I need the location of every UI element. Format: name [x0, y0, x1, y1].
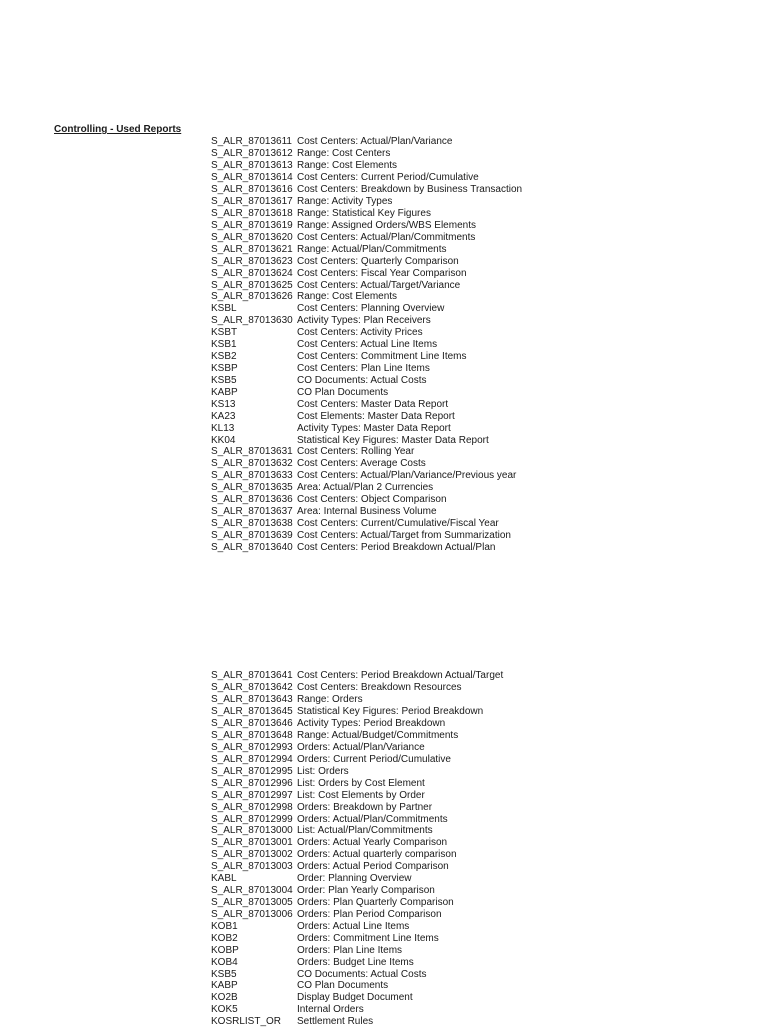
report-row: [211, 789, 503, 801]
transaction-code: KOB1: [211, 920, 238, 932]
report-description: Orders: Actual Yearly Comparison: [297, 837, 448, 849]
report-description: Range: Actual/Budget/Commitments: [297, 730, 459, 742]
report-description: Range: Cost Centers: [297, 148, 391, 160]
report-description: Activity Types: Master Data Report: [297, 422, 451, 434]
report-description: Cost Centers: Object Comparison: [297, 494, 447, 506]
transaction-code: S_ALR_87013003: [211, 861, 293, 873]
report-description: Range: Orders: [297, 694, 363, 706]
report-description: Range: Cost Elements: [297, 160, 398, 172]
report-row: [211, 184, 522, 196]
transaction-code: S_ALR_87012999: [211, 813, 293, 825]
report-row: [211, 718, 503, 730]
transaction-code: S_ALR_87012998: [211, 801, 293, 813]
transaction-code: S_ALR_87013005: [211, 896, 293, 908]
report-description: Settlement Rules: [297, 1016, 374, 1028]
transaction-code: S_ALR_87012997: [211, 789, 293, 801]
transaction-code: S_ALR_87013621: [211, 243, 293, 255]
report-row: [211, 231, 522, 243]
report-description: Orders: Budget Line Items: [297, 956, 414, 968]
report-row: [211, 742, 503, 754]
report-row: [211, 992, 503, 1004]
report-description: List: Orders by Cost Element: [297, 777, 425, 789]
report-description: Cost Centers: Actual Line Items: [297, 339, 438, 351]
transaction-code: S_ALR_87013635: [211, 482, 293, 494]
report-description: Cost Centers: Master Data Report: [297, 398, 449, 410]
transaction-code: KO2B: [211, 992, 238, 1004]
report-description: Orders: Current Period/Cumulative: [297, 753, 451, 765]
report-row: [211, 765, 503, 777]
report-row: [211, 160, 522, 172]
report-description: Orders: Plan Line Items: [297, 944, 403, 956]
report-description: Area: Actual/Plan 2 Currencies: [297, 482, 434, 494]
transaction-code: S_ALR_87013632: [211, 458, 293, 470]
report-description: Cost Centers: Period Breakdown Actual/Plan: [297, 541, 496, 553]
report-row: [211, 219, 522, 231]
report-description: Cost Centers: Actual/Plan/Variance: [297, 136, 453, 148]
report-row: [211, 482, 522, 494]
transaction-code: KL13: [211, 422, 235, 434]
report-row: [211, 968, 503, 980]
transaction-code: KABL: [211, 873, 237, 885]
report-row: [211, 196, 522, 208]
report-description: Cost Centers: Quarterly Comparison: [297, 255, 459, 267]
report-description: Orders: Actual Line Items: [297, 920, 410, 932]
transaction-code: S_ALR_87013638: [211, 517, 293, 529]
report-row: [211, 541, 522, 553]
document-title: Controlling - Used Reports: [54, 124, 182, 135]
transaction-code: KSBL: [211, 303, 237, 315]
report-description: Cost Centers: Current/Cumulative/Fiscal Year: [297, 517, 499, 529]
transaction-code: S_ALR_87013611: [211, 136, 292, 148]
report-description: Range: Assigned Orders/WBS Elements: [297, 219, 476, 231]
report-row: [211, 518, 522, 530]
report-row: [211, 861, 503, 873]
report-description: Orders: Plan Quarterly Comparison: [297, 896, 454, 908]
report-description: List: Actual/Plan/Commitments: [297, 825, 433, 837]
report-description: Cost Centers: Fiscal Year Comparison: [297, 267, 467, 279]
transaction-code: S_ALR_87013630: [211, 315, 293, 327]
report-row: [211, 446, 522, 458]
report-row: [211, 243, 522, 255]
report-description: Cost Centers: Average Costs: [297, 458, 426, 470]
report-description: Cost Centers: Current Period/Cumulative: [297, 172, 479, 184]
report-row: [211, 908, 503, 920]
report-row: [211, 351, 522, 363]
transaction-code: S_ALR_87013639: [211, 529, 293, 541]
transaction-code: S_ALR_87013004: [211, 885, 293, 897]
transaction-code: S_ALR_87013626: [211, 291, 293, 303]
report-row: [211, 920, 503, 932]
report-list-2: [211, 670, 503, 1028]
report-row: [211, 398, 522, 410]
transaction-code: S_ALR_87013002: [211, 849, 293, 861]
report-description: Order: Planning Overview: [297, 873, 412, 885]
transaction-code: KABP: [211, 980, 238, 992]
report-description: Activity Types: Plan Receivers: [297, 315, 431, 327]
report-row: [211, 932, 503, 944]
report-row: [211, 897, 503, 909]
report-row: [211, 813, 503, 825]
report-description: Cost Centers: Actual/Target/Variance: [297, 279, 461, 291]
transaction-code: S_ALR_87013641: [211, 670, 293, 682]
transaction-code: S_ALR_87012993: [211, 741, 293, 753]
transaction-code: S_ALR_87013616: [211, 184, 293, 196]
transaction-code: KABP: [211, 386, 238, 398]
report-description: Orders: Breakdown by Partner: [297, 801, 433, 813]
report-description: Orders: Actual quarterly comparison: [297, 849, 457, 861]
transaction-code: S_ALR_87013001: [211, 837, 293, 849]
report-row: [211, 801, 503, 813]
transaction-code: KK04: [211, 434, 236, 446]
report-description: CO Plan Documents: [297, 386, 389, 398]
report-description: Range: Statistical Key Figures: [297, 207, 431, 219]
report-description: Cost Centers: Breakdown Resources: [297, 682, 462, 694]
report-description: List: Cost Elements by Order: [297, 789, 425, 801]
report-row: [211, 136, 522, 148]
report-description: Orders: Actual Period Comparison: [297, 861, 449, 873]
report-description: CO Documents: Actual Costs: [297, 374, 427, 386]
report-description: CO Plan Documents: [297, 980, 389, 992]
report-description: Display Budget Document: [297, 992, 413, 1004]
report-description: CO Documents: Actual Costs: [297, 968, 427, 980]
report-description: List: Orders: [297, 765, 349, 777]
transaction-code: KOSRLIST_OR: [211, 1016, 282, 1028]
transaction-code: S_ALR_87013000: [211, 825, 293, 837]
report-row: [211, 849, 503, 861]
report-description: Cost Centers: Period Breakdown Actual/Target: [297, 670, 504, 682]
transaction-code: S_ALR_87013648: [211, 730, 293, 742]
report-description: Cost Centers: Commitment Line Items: [297, 351, 467, 363]
transaction-code: KSBP: [211, 362, 238, 374]
report-description: Statistical Key Figures: Period Breakdown: [297, 706, 484, 718]
report-row: [211, 434, 522, 446]
report-description: Cost Centers: Planning Overview: [297, 303, 445, 315]
report-row: [211, 825, 503, 837]
report-row: [211, 873, 503, 885]
transaction-code: S_ALR_87013631: [211, 446, 293, 458]
report-row: [211, 208, 522, 220]
report-row: [211, 730, 503, 742]
report-row: [211, 470, 522, 482]
transaction-code: KSB1: [211, 339, 237, 351]
transaction-code: S_ALR_87013620: [211, 231, 293, 243]
transaction-code: S_ALR_87013619: [211, 219, 293, 231]
transaction-code: S_ALR_87012996: [211, 777, 293, 789]
report-description: Range: Cost Elements: [297, 291, 398, 303]
report-row: [211, 339, 522, 351]
transaction-code: S_ALR_87012995: [211, 765, 293, 777]
report-description: Cost Centers: Plan Line Items: [297, 362, 430, 374]
report-row: [211, 458, 522, 470]
report-row: [211, 422, 522, 434]
transaction-code: S_ALR_87013617: [211, 196, 293, 208]
report-description: Internal Orders: [297, 1004, 364, 1016]
report-row: [211, 1016, 503, 1028]
transaction-code: S_ALR_87013006: [211, 908, 293, 920]
report-row: [211, 682, 503, 694]
report-row: [211, 374, 522, 386]
report-row: [211, 837, 503, 849]
transaction-code: S_ALR_87013618: [211, 207, 293, 219]
report-description: Cost Centers: Breakdown by Business Transaction: [297, 184, 523, 196]
report-description: Orders: Actual/Plan/Variance: [297, 741, 425, 753]
report-description: Range: Actual/Plan/Commitments: [297, 243, 447, 255]
report-row: [211, 494, 522, 506]
transaction-code: KOBP: [211, 944, 239, 956]
report-row: [211, 327, 522, 339]
transaction-code: S_ALR_87013625: [211, 279, 293, 291]
report-description: Cost Centers: Actual/Target from Summarization: [297, 529, 511, 541]
report-row: [211, 529, 522, 541]
transaction-code: KS13: [211, 398, 236, 410]
report-row: [211, 777, 503, 789]
report-description: Cost Centers: Rolling Year: [297, 446, 415, 458]
transaction-code: S_ALR_87013624: [211, 267, 293, 279]
transaction-code: KOB2: [211, 932, 238, 944]
transaction-code: KA23: [211, 410, 236, 422]
report-row: [211, 386, 522, 398]
report-description: Range: Activity Types: [297, 196, 393, 208]
report-row: [211, 944, 503, 956]
report-row: [211, 885, 503, 897]
report-description: Orders: Actual/Plan/Commitments: [297, 813, 448, 825]
report-row: [211, 363, 522, 375]
report-row: [211, 255, 522, 267]
report-row: [211, 279, 522, 291]
transaction-code: S_ALR_87013637: [211, 506, 293, 518]
transaction-code: S_ALR_87013646: [211, 718, 293, 730]
transaction-code: S_ALR_87013642: [211, 682, 293, 694]
transaction-code: KOK5: [211, 1004, 238, 1016]
report-row: [211, 753, 503, 765]
report-row: [211, 148, 522, 160]
report-description: Orders: Commitment Line Items: [297, 932, 439, 944]
report-row: [211, 291, 522, 303]
report-description: Area: Internal Business Volume: [297, 506, 437, 518]
report-row: [211, 303, 522, 315]
report-description: Activity Types: Period Breakdown: [297, 718, 446, 730]
transaction-code: KOB4: [211, 956, 238, 968]
report-row: [211, 670, 503, 682]
report-list-1: [211, 136, 522, 553]
transaction-code: S_ALR_87013640: [211, 541, 293, 553]
transaction-code: S_ALR_87013633: [211, 470, 293, 482]
transaction-code: S_ALR_87013643: [211, 694, 293, 706]
report-description: Cost Centers: Activity Prices: [297, 327, 423, 339]
report-row: [211, 506, 522, 518]
report-row: [211, 172, 522, 184]
transaction-code: KSB5: [211, 374, 237, 386]
transaction-code: S_ALR_87013612: [211, 148, 293, 160]
report-description: Orders: Plan Period Comparison: [297, 908, 442, 920]
report-row: [211, 267, 522, 279]
report-description: Order: Plan Yearly Comparison: [297, 885, 435, 897]
report-row: [211, 410, 522, 422]
report-row: [211, 1004, 503, 1016]
report-row: [211, 315, 522, 327]
report-row: [211, 980, 503, 992]
report-description: Cost Elements: Master Data Report: [297, 410, 455, 422]
transaction-code: S_ALR_87012994: [211, 753, 293, 765]
transaction-code: KSBT: [211, 327, 238, 339]
transaction-code: S_ALR_87013636: [211, 494, 293, 506]
transaction-code: S_ALR_87013613: [211, 160, 293, 172]
report-row: [211, 706, 503, 718]
report-description: Cost Centers: Actual/Plan/Commitments: [297, 231, 476, 243]
transaction-code: S_ALR_87013614: [211, 172, 293, 184]
report-description: Statistical Key Figures: Master Data Report: [297, 434, 489, 446]
transaction-code: S_ALR_87013645: [211, 706, 293, 718]
report-row: [211, 694, 503, 706]
report-row: [211, 956, 503, 968]
transaction-code: S_ALR_87013623: [211, 255, 293, 267]
transaction-code: KSB5: [211, 968, 237, 980]
transaction-code: KSB2: [211, 351, 237, 363]
report-description: Cost Centers: Actual/Plan/Variance/Previous year: [297, 470, 517, 482]
